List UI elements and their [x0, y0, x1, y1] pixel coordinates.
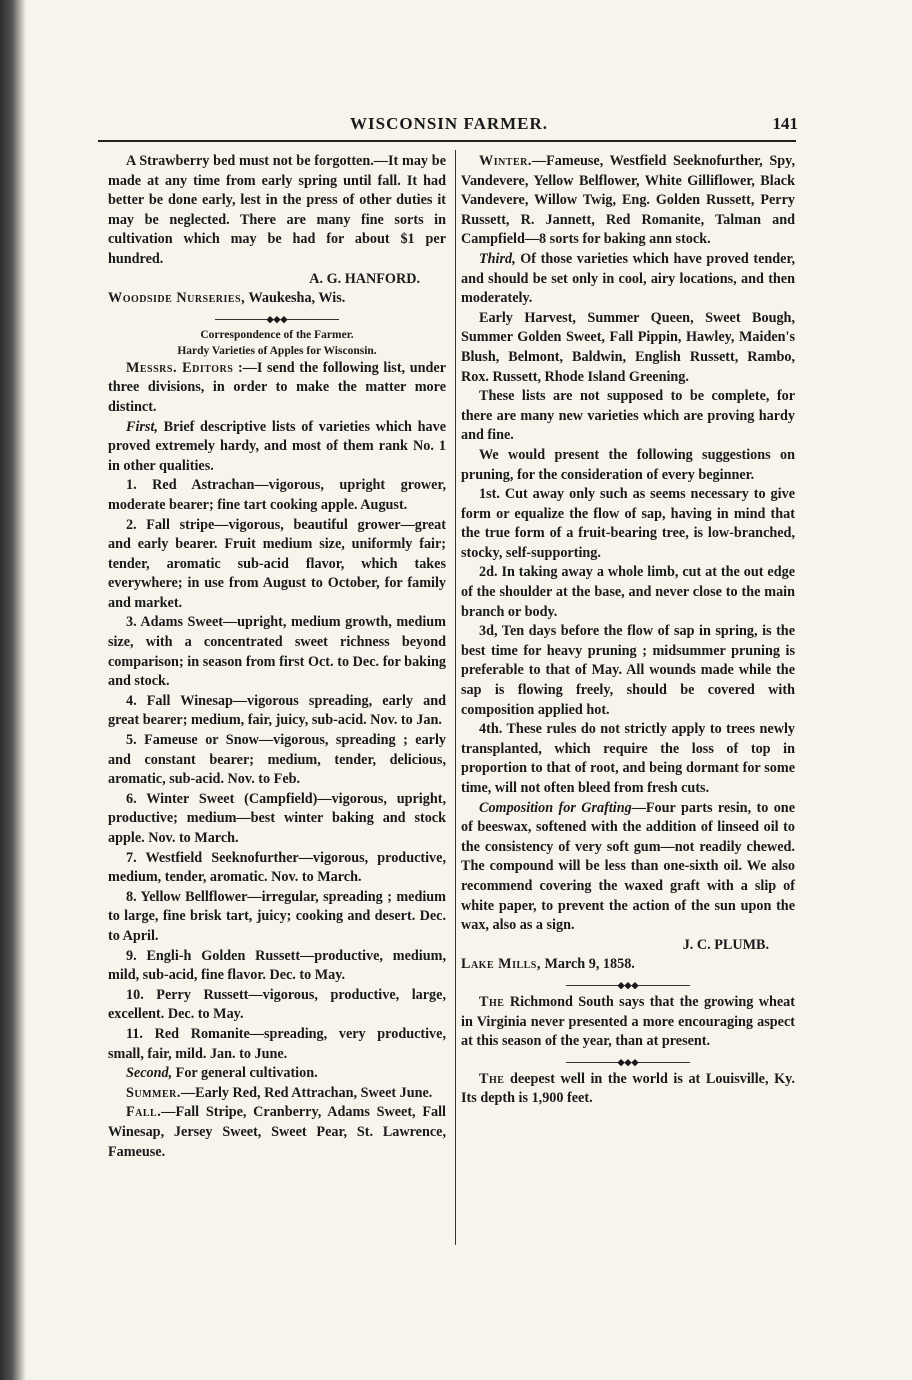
pruning-rule-4: 4th. These rules do not strictly apply to trees newly transplanted, which require the loss of top in proportion to that of root, and being dormant for some time, will not often bleed from fresh cuts. — [461, 721, 795, 796]
hanford-place-name: Woodside Nurseries, — [108, 290, 246, 307]
section-ornament — [461, 979, 795, 991]
summer-paragraph — [108, 1084, 446, 1104]
variety-item: 8. Yellow Bellflower—irregular, spreading ; medium to large, fine brisk tart, juicy; cooking and desert. Dec. to April. — [108, 888, 446, 944]
plumb-place-rest: March 9, 1858. — [540, 956, 635, 973]
tender-varieties-paragraph: Early Harvest, Summer Queen, Sweet Bough, Summer Golden Sweet, Fall Pippin, Hawley, Maiden's Blush, Belmont, Baldwin, English Russett, Rambo, Rox. Russett, Rhode Island Greening. — [461, 309, 795, 385]
composition-label: Composition for Grafting — [479, 799, 632, 816]
correspondence-heading: Correspondence of the Farmer. — [200, 328, 354, 341]
page-number: 141 — [772, 114, 798, 133]
article-title: Hardy Varieties of Apples for Wisconsin. — [177, 344, 377, 357]
pruning-intro-paragraph: We would present the following suggestions on pruning, for the consideration of every beginner. — [461, 446, 795, 483]
fall-text: —Fall Stripe, Cranberry, Adams Sweet, Fall Winesap, Jersey Sweet, Sweet Pear, St. Lawrence, Fameuse. — [108, 1104, 446, 1160]
variety-item: 3. Adams Sweet—upright, medium growth, medium size, with a concentrated sweet richness beyond comparison; in season from first Oct. to Dec. for baking and stock. — [108, 614, 446, 690]
plumb-signature: J. C. PLUMB. — [682, 936, 769, 953]
composition-paragraph — [461, 799, 795, 936]
section-ornament — [108, 313, 446, 325]
variety-item: 11. Red Romanite—spreading, very productive, small, fair, mild. Jan. to June. — [108, 1025, 446, 1062]
richmond-paragraph — [461, 993, 795, 1052]
column-divider — [455, 150, 456, 1245]
variety-item: 2. Fall stripe—vigorous, beautiful grower—great and early bearer. Fruit medium size, uniformly fair; tender, aromatic sub-acid flavor, which takes everywhere; in use from August to October, for family and market. — [108, 516, 446, 611]
pruning-rule-1: 1st. Cut away only such as seems necessary to give form or equalize the flow of sap, having in mind that the true form of a fruit-bearing tree, is low-branched, stocky, self-supporting. — [461, 486, 795, 561]
pruning-rule-3: 3d, Ten days before the flow of sap in spring, is the best time for heavy pruning ; midsummer pruning is preferable to that of May. All wounds made while the sap is flowing freely, should be covered with composition applied hot. — [461, 623, 795, 718]
third-text: Of those varieties which have proved tender, and should be set only in cool, airy locations, and then moderately. — [461, 250, 795, 307]
hanford-dateline — [108, 289, 446, 309]
book-binding-edge — [0, 0, 26, 1380]
summer-label: Summer. — [126, 1084, 181, 1101]
variety-item: 7. Westfield Seeknofurther—vigorous, productive, medium, tender, aromatic. Nov. to March. — [108, 849, 446, 886]
plumb-dateline — [461, 955, 795, 975]
journal-title: WISCONSIN FARMER. — [350, 114, 549, 133]
winter-label: Winter. — [479, 153, 532, 169]
second-division-paragraph — [108, 1064, 446, 1084]
salutation-text: :—I send the following list, under three divisions, in order to make the matter more distinct. — [108, 359, 446, 415]
variety-item: 6. Winter Sweet (Campfield)—vigorous, upright, productive; medium—best winter baking and stock apple. Nov. to March. — [108, 790, 446, 846]
well-paragraph — [461, 1070, 795, 1109]
richmond-lead: The — [479, 993, 505, 1010]
lists-not-complete-paragraph: These lists are not supposed to be complete, for there are many new varieties which are proving hardy and fine. — [461, 388, 795, 444]
right-column — [461, 152, 795, 1109]
variety-item: 9. Engli-h Golden Russett—productive, medium, mild, sub-acid, fine flavor. Dec. to May. — [108, 947, 446, 984]
salutation-paragraph — [108, 359, 446, 418]
pruning-rule-2: 2d. In taking away a whole limb, cut at the out edge of the shoulder at the base, and never close to the main branch or body. — [461, 564, 795, 620]
second-text: For general cultivation. — [172, 1065, 318, 1082]
running-header — [98, 114, 798, 140]
salutation-label: Messrs. Editors — [126, 359, 234, 376]
ornament-glyph: ◆◆◆ — [617, 1056, 639, 1067]
ornament-glyph: ◆◆◆ — [617, 979, 639, 990]
strawberry-paragraph: A Strawberry bed must not be forgotten.—It may be made at any time from early spring until fall. It had better be done early, lest in the press of other duties it may be neglected. There are many fine sorts in cultivation which may be had for about $1 per hundred. — [108, 153, 446, 267]
first-text: Brief descriptive lists of varieties which have proved extremely hardy, and most of them rank No. 1 in other qualities. — [108, 418, 446, 474]
fall-label: Fall. — [126, 1104, 162, 1121]
second-label: Second, — [126, 1065, 173, 1082]
header-rule — [98, 140, 796, 142]
variety-item: 1. Red Astrachan—vigorous, upright grower, moderate bearer; fine tart cooking apple. August. — [108, 477, 446, 513]
ornament-glyph: ◆◆◆ — [266, 313, 288, 324]
plumb-place-name: Lake Mills, — [461, 956, 541, 973]
variety-item: 10. Perry Russett—vigorous, productive, large, excellent. Dec. to May. — [108, 986, 446, 1023]
richmond-text: Richmond South says that the growing wheat in Virginia never presented a more encouraging aspect at this season of the year, than at present. — [461, 993, 795, 1050]
first-division-paragraph — [108, 418, 446, 477]
first-label: First, — [126, 418, 158, 435]
third-label: Third, — [479, 250, 516, 267]
winter-text: —Fameuse, Westfield Seeknofurther, Spy, Vandevere, Yellow Belflower, White Gilliflower, Black Vandevere, Willow Twig, Eng. Golden Russett, Perry Russett, R. Jannett, Red Romanite, Talman and Campfield—8 sorts for baking ann stock. — [461, 153, 795, 248]
winter-paragraph — [461, 152, 795, 250]
variety-item: 4. Fall Winesap—vigorous spreading, early and great bearer; medium, fair, juicy, sub-acid. Nov. to Jan. — [108, 692, 446, 729]
summer-text: —Early Red, Red Attrachan, Sweet June. — [180, 1084, 433, 1101]
hanford-signature: A. G. HANFORD. — [309, 270, 420, 287]
well-lead: The — [479, 1070, 505, 1087]
section-ornament — [461, 1056, 795, 1068]
fall-paragraph — [108, 1103, 446, 1162]
variety-item: 5. Fameuse or Snow—vigorous, spreading ; early and constant bearer; medium, tender, delicious, aromatic, sub-acid. Nov. to Feb. — [108, 732, 446, 788]
hanford-place-rest: Waukesha, Wis. — [245, 290, 346, 307]
third-division-paragraph — [461, 250, 795, 309]
left-column — [108, 152, 446, 1162]
composition-text: —Four parts resin, to one of beeswax, softened with the addition of linseed oil to the consistency of very soft gum—not readily chewed. The compound will be less than one-sixth oil. We also recommend covering the waxed graft with a slip of white paper, to prevent the action of the sun upon the wax, also as a sign. — [461, 799, 795, 934]
well-text: deepest well in the world is at Louisville, Ky. Its depth is 1,900 feet. — [461, 1070, 795, 1107]
